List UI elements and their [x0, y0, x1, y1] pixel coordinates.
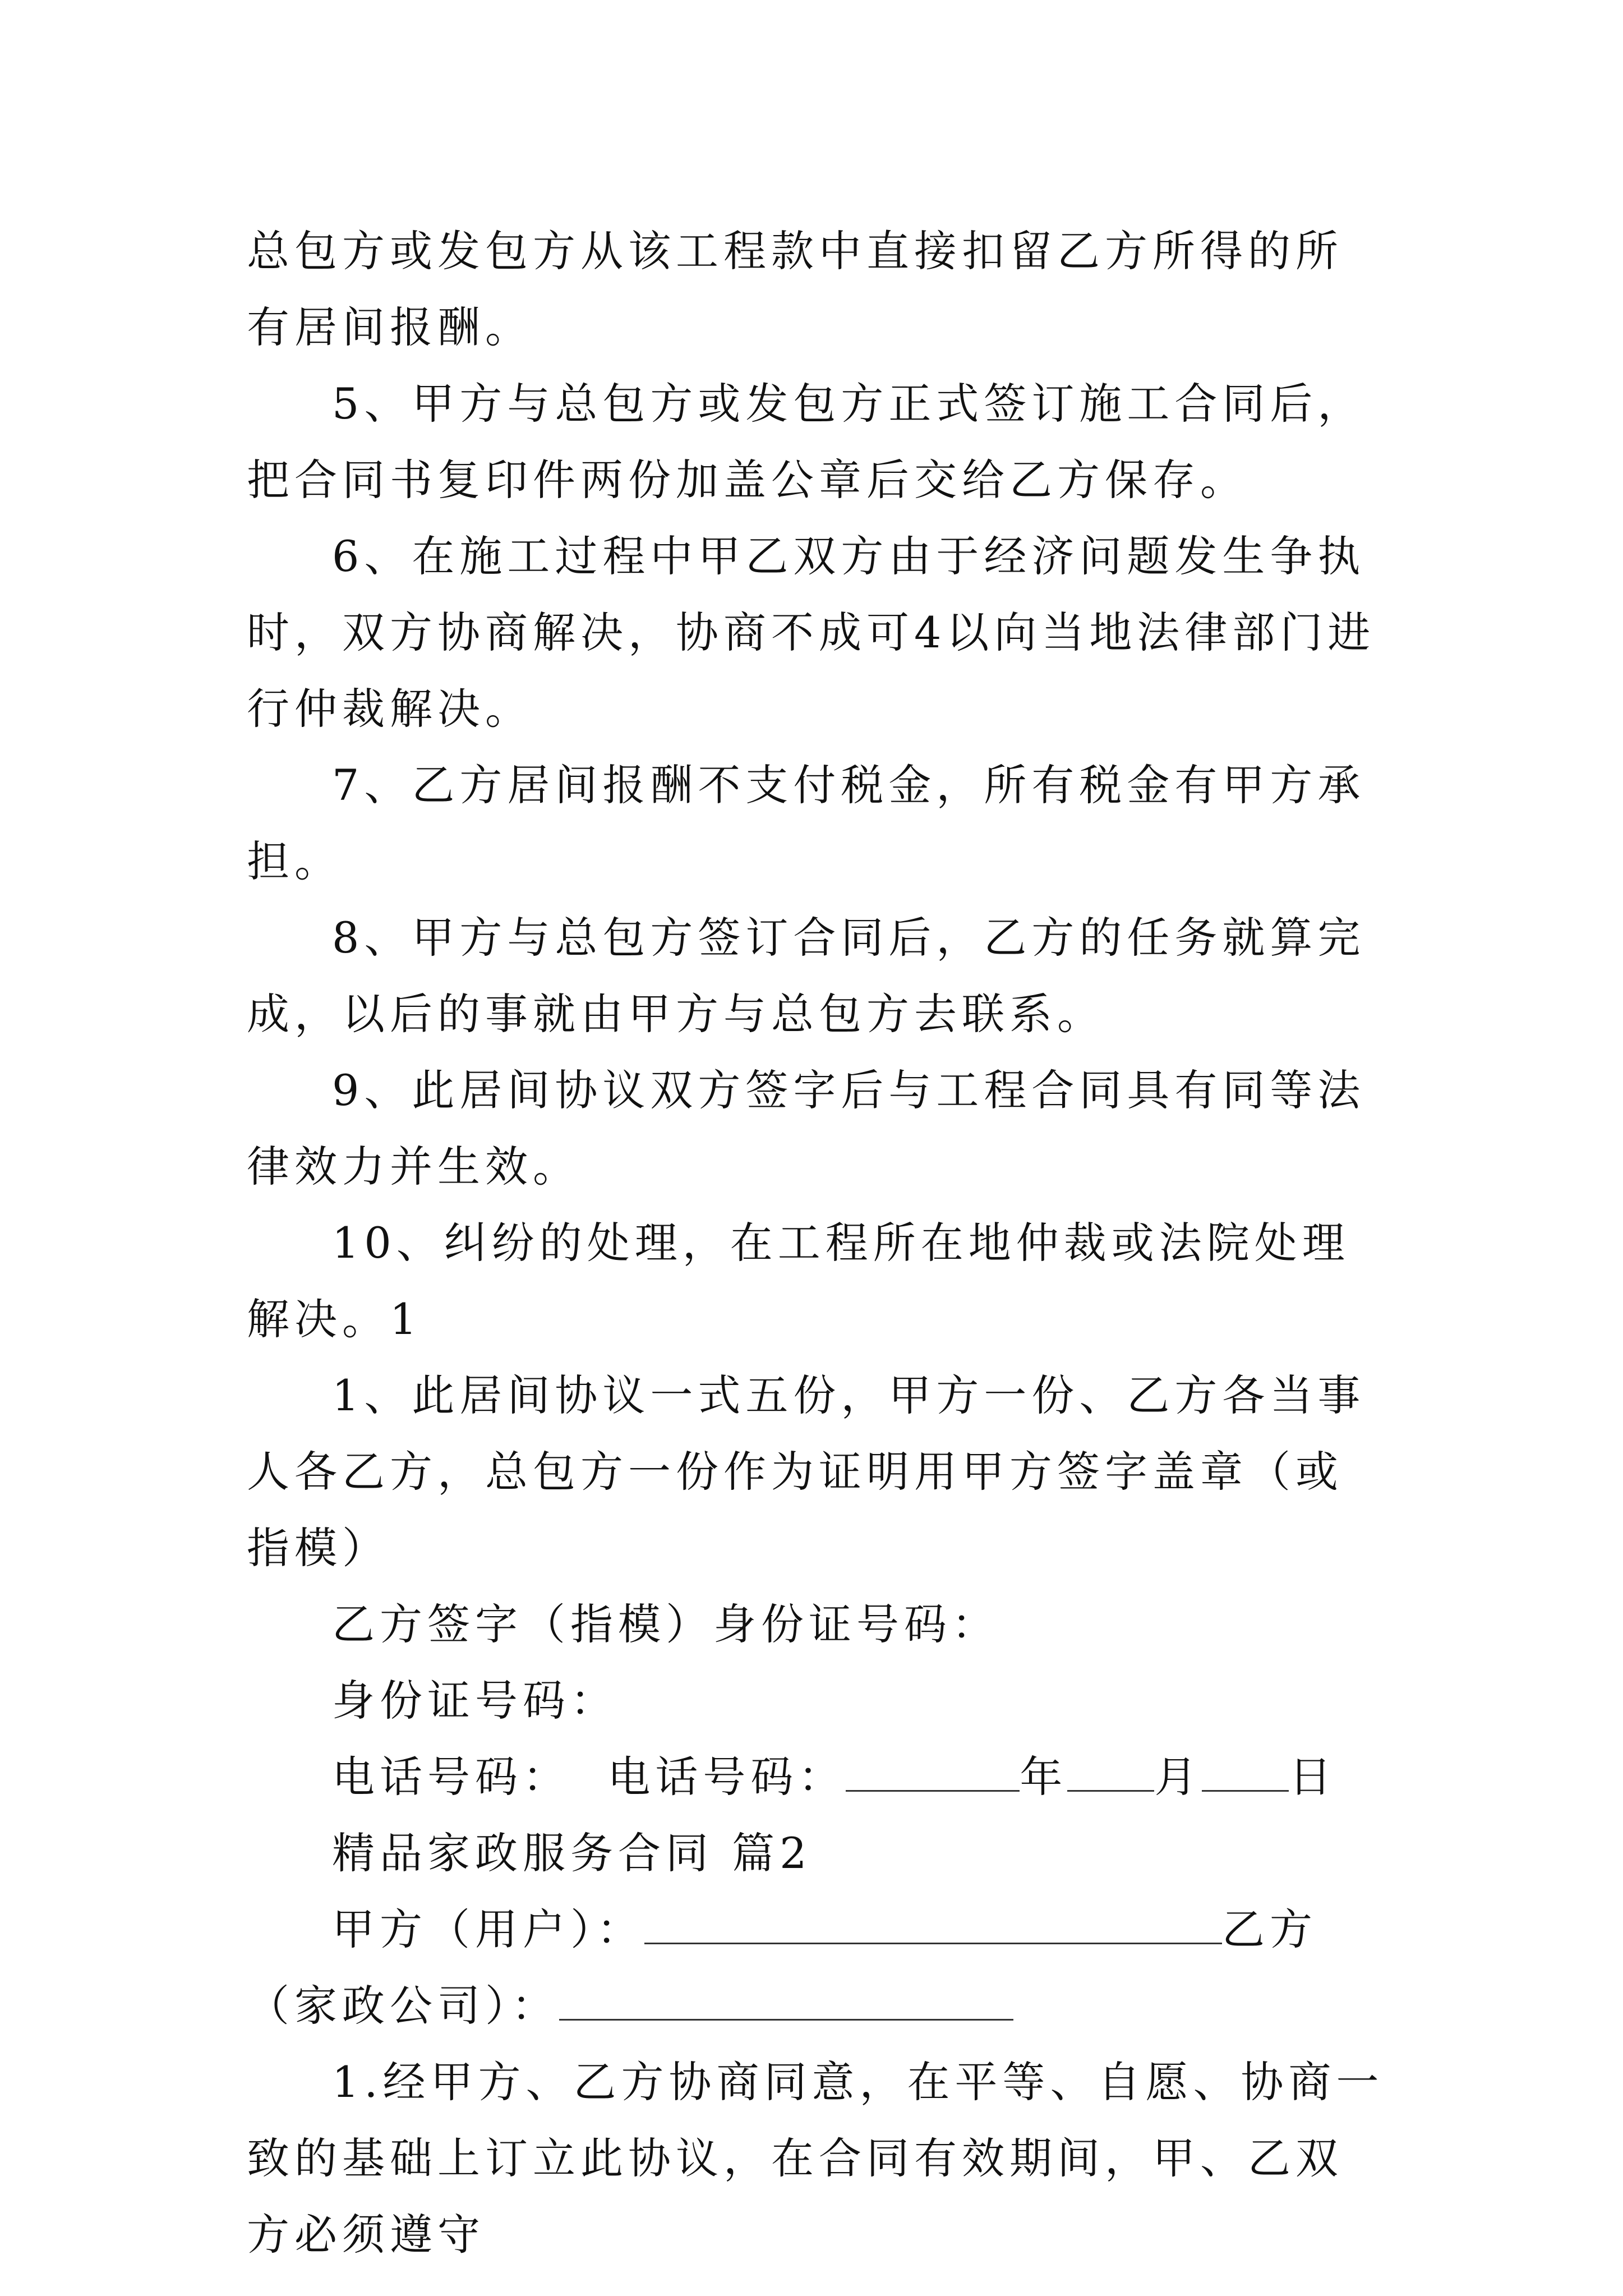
party-a-blank[interactable] — [644, 1903, 1222, 1944]
paragraph-continuation: 总包方或发包方从该工程款中直接扣留乙方所得的所有居间报酬。 — [247, 226, 1343, 352]
month-label: 月 — [1154, 1752, 1202, 1802]
year-label: 年 — [1020, 1752, 1068, 1802]
document-body — [247, 213, 1385, 2273]
party-b-label-part2: 政公司）： — [342, 1981, 559, 2031]
party-b-label-part1: 乙方（家 — [247, 1904, 1317, 2031]
clause-10: 10、纠纷的处理，在工程所在地仲裁或法院处理解决。1 — [247, 1218, 1350, 1344]
clause-6: 6、在施工过程中甲乙双方由于经济问题发生争执时，双方协商解决，协商不成可4以向当地法律部门进行仲裁解决。 — [247, 531, 1376, 734]
party-b-blank[interactable] — [559, 1980, 1013, 2021]
phone-label-1: 电话号码： — [332, 1752, 570, 1802]
phone-label-2: 电话号码： — [607, 1752, 846, 1802]
month-blank[interactable] — [1067, 1751, 1154, 1792]
day-label: 日 — [1289, 1752, 1337, 1802]
phone-date-line — [247, 1739, 1385, 1815]
year-blank[interactable] — [846, 1751, 1020, 1792]
party-line — [247, 1892, 1385, 2044]
party-a-label: 甲方（用户）： — [332, 1904, 644, 1954]
clause-7: 7、乙方居间报酬不支付税金，所有税金有甲方承担。 — [247, 760, 1366, 886]
clause-copies: 1、此居间协议一式五份，甲方一份、乙方各当事人各乙方，总包方一份作为证明用甲方签字盖章（或指模） — [247, 1370, 1366, 1573]
contract-clause-1: 1.经甲方、乙方协商同意，在平等、自愿、协商一致的基础上订立此协议，在合同有效期间，甲、乙双方必须遵守 — [247, 2057, 1384, 2260]
day-blank[interactable] — [1202, 1751, 1289, 1792]
signature-line-b: 乙方签字（指模）身份证号码： — [332, 1599, 999, 1649]
id-number-line: 身份证号码： — [332, 1676, 618, 1726]
clause-5: 5、甲方与总包方或发包方正式签订施工合同后，把合同书复印件两份加盖公章后交给乙方保存。 — [247, 379, 1366, 505]
clause-8: 8、甲方与总包方签订合同后，乙方的任务就算完成，以后的事就由甲方与总包方去联系。 — [247, 913, 1366, 1039]
section-title: 精品家政服务合同 篇2 — [332, 1828, 812, 1878]
clause-9: 9、此居间协议双方签字后与工程合同具有同等法律效力并生效。 — [247, 1065, 1366, 1191]
